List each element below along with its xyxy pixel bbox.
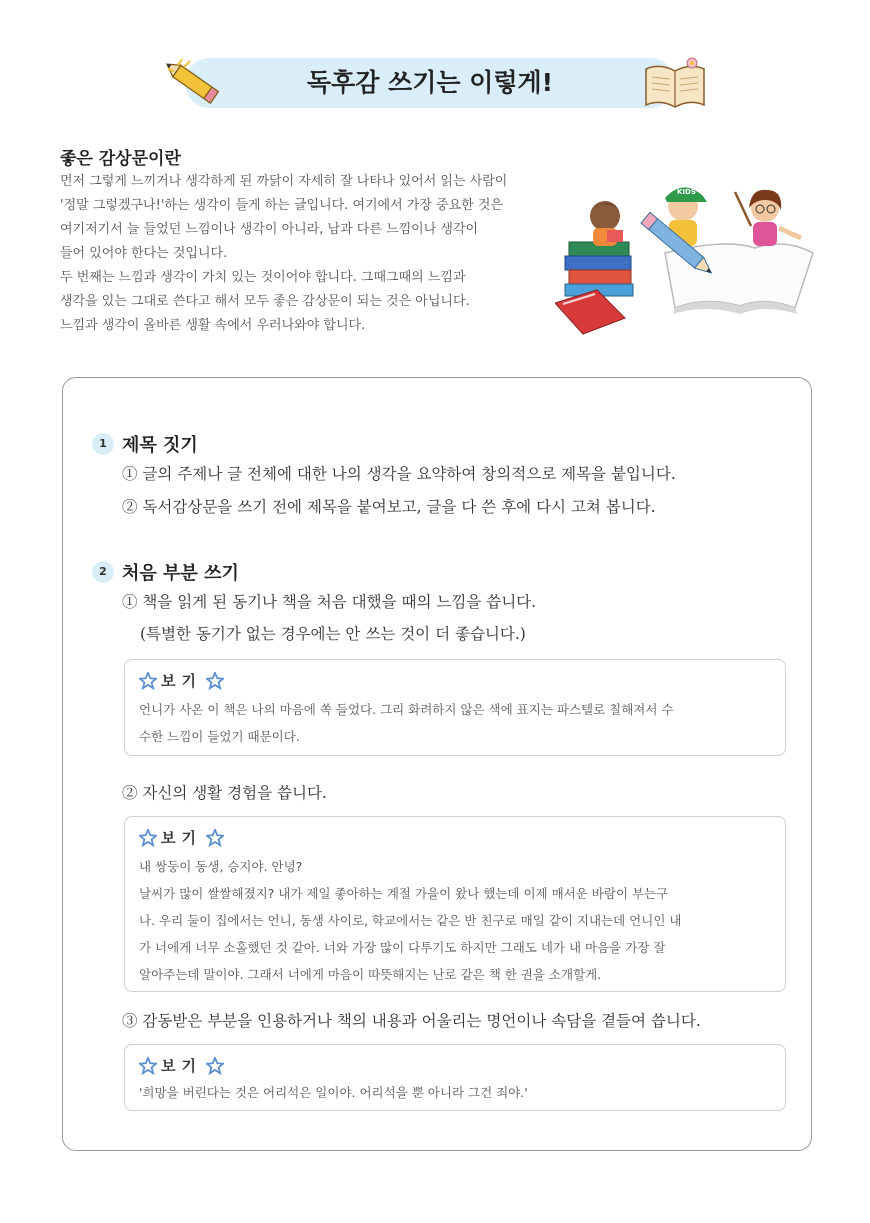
example-text: [139, 696, 775, 750]
section-title: 처음 부분 쓰기: [122, 563, 239, 584]
star-icon: [206, 829, 224, 847]
section-2-item-1-note: (특별한 동기가 없는 경우에는 안 쓰는 것이 더 좋습니다.): [140, 625, 526, 643]
example-line: 나. 우리 둘이 집에서는 언니, 동생 사이로, 학교에서는 같은 반 친구로 매일 같이 지내는데 언니인 내: [139, 913, 682, 928]
intro-line: 여기저기서 늘 들었던 느낌이나 생각이 아니라, 남과 다른 느낌이나 생각이: [60, 222, 479, 237]
example-box-2: [124, 816, 786, 992]
star-icon: [139, 1057, 157, 1075]
example-line: 수한 느낌이 들었기 때문이다.: [139, 729, 300, 744]
section-2-item-2: ② 자신의 생활 경험을 씁니다.: [122, 784, 327, 802]
content-frame: [62, 377, 812, 1151]
section-2-header: [92, 559, 239, 585]
star-icon: [139, 829, 157, 847]
intro-line: 먼저 그렇게 느끼거나 생각하게 된 까닭이 자세히 잘 나타나 있어서 읽는 사람이: [60, 174, 508, 189]
section-number-badge: 1: [92, 433, 114, 455]
example-line: 알아주는데 말이야. 그래서 너에게 마음이 따뜻해지는 난로 같은 책 한 권을 소개할게.: [139, 967, 602, 982]
section-title: 제목 짓기: [122, 435, 198, 456]
section-2-item-1: ① 책을 읽게 된 동기나 책을 처음 대했을 때의 느낌을 씁니다.: [122, 593, 537, 611]
example-line: 날씨가 많이 쌀쌀해졌지? 내가 제일 좋아하는 계절 가을이 왔나 했는데 이제 매서운 바람이 부는구: [139, 886, 669, 901]
intro-paragraph: [60, 170, 580, 338]
example-line: 내 쌍둥이 동생, 승지야. 안녕?: [139, 859, 303, 874]
section-1-header: [92, 431, 198, 457]
section-2-item-3: ③ 감동받은 부분을 인용하거나 책의 내용과 어울리는 명언이나 속담을 곁들여 씁니다.: [122, 1012, 701, 1030]
example-header: [139, 827, 224, 848]
star-icon: [206, 1057, 224, 1075]
example-line: '희망을 버린다는 것은 어리석은 일이야. 어리석을 뿐 아니라 그건 죄야.': [139, 1085, 528, 1100]
intro-line: '정말 그렇겠구나!'하는 생각이 들게 하는 글입니다. 여기에서 가장 중요한 것은: [60, 198, 503, 213]
example-text: [139, 1079, 775, 1106]
page-title: 독후감 쓰기는 이렇게!: [306, 68, 554, 97]
example-box-3: [124, 1044, 786, 1111]
intro-line: 들어 있어야 한다는 것입니다.: [60, 246, 228, 261]
section-1-item-2: ② 독서감상문을 쓰기 전에 제목을 붙여보고, 글을 다 쓴 후에 다시 고쳐 봅니다.: [122, 498, 656, 516]
intro-heading: 좋은 감상문이란: [60, 149, 181, 169]
example-box-1: [124, 659, 786, 756]
example-label: 보기: [161, 1057, 202, 1075]
star-icon: [206, 672, 224, 690]
section-number-badge: 2: [92, 561, 114, 583]
intro-line: 느낌과 생각이 올바른 생활 속에서 우러나와야 합니다.: [60, 318, 366, 333]
example-line: 언니가 사온 이 책은 나의 마음에 쏙 들었다. 그리 화려하지 않은 색에 표지는 파스텔로 칠해져서 수: [139, 702, 674, 717]
example-header: [139, 670, 224, 691]
star-icon: [139, 672, 157, 690]
kids-reading-illustration: [555, 178, 820, 338]
example-text: [139, 853, 775, 988]
intro-line: 생각을 있는 그대로 쓴다고 해서 모두 좋은 감상문이 되는 것은 아닙니다.: [60, 294, 470, 309]
section-1-item-1: ① 글의 주제나 글 전체에 대한 나의 생각을 요약하여 창의적으로 제목을 붙입니다.: [122, 465, 676, 483]
example-label: 보기: [161, 829, 202, 847]
cap-label: KIDS: [677, 188, 696, 196]
example-label: 보기: [161, 672, 202, 690]
example-line: 가 너에게 너무 소홀했던 것 같아. 너와 가장 많이 다투기도 하지만 그래도 네가 내 마음을 가장 잘: [139, 940, 666, 955]
intro-line: 두 번째는 느낌과 생각이 가치 있는 것이어야 합니다. 그때그때의 느낌과: [60, 270, 466, 285]
example-header: [139, 1055, 224, 1076]
